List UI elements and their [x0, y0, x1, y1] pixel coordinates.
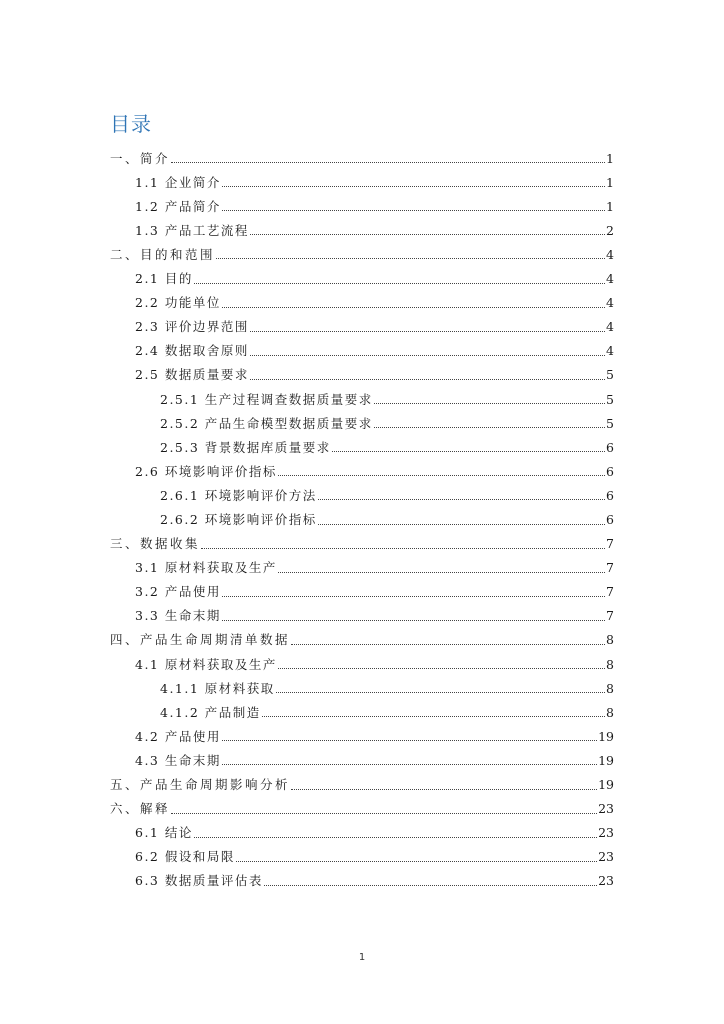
toc-dot-leader — [222, 764, 597, 765]
toc-entry[interactable] — [110, 650, 614, 674]
toc-entry-label[interactable]: 3.3 生命末期 — [135, 608, 221, 624]
toc-entry-label[interactable]: 三、数据收集 — [110, 536, 201, 552]
toc-dot-leader — [262, 716, 605, 717]
toc-entry-page[interactable]: 23 — [598, 873, 614, 889]
toc-entry-page[interactable]: 5 — [606, 415, 614, 431]
toc-dot-leader — [250, 355, 605, 356]
toc-entry-label[interactable]: 2.6.1 环境影响评价方法 — [160, 487, 317, 503]
toc-entry-page[interactable]: 6 — [606, 512, 614, 527]
toc-entry-page[interactable]: 8 — [606, 656, 614, 672]
toc-dot-leader — [236, 861, 597, 862]
toc-dot-leader — [250, 234, 605, 235]
toc-entry[interactable] — [110, 361, 614, 385]
toc-entry-page[interactable]: 8 — [606, 632, 614, 648]
toc-dot-leader — [291, 644, 605, 645]
toc-entry[interactable] — [110, 385, 614, 409]
table-of-contents — [110, 144, 614, 891]
toc-entry-page[interactable]: 8 — [606, 704, 614, 720]
toc-entry[interactable] — [110, 819, 614, 843]
toc-entry[interactable] — [110, 626, 614, 650]
toc-dot-leader — [374, 427, 605, 428]
toc-entry[interactable] — [110, 168, 614, 192]
toc-dot-leader — [222, 307, 605, 308]
toc-entry-label[interactable]: 2.6.2 环境影响评价指标 — [160, 512, 317, 527]
toc-entry-label[interactable]: 3.2 产品使用 — [135, 584, 221, 600]
toc-entry-page[interactable]: 1 — [606, 174, 614, 190]
toc-dot-leader — [171, 162, 605, 163]
toc-entry[interactable] — [110, 409, 614, 433]
toc-dot-leader — [250, 331, 605, 332]
toc-entry[interactable] — [110, 337, 614, 361]
toc-entry[interactable] — [110, 722, 614, 746]
toc-entry-page[interactable]: 6 — [606, 439, 614, 455]
toc-entry-page[interactable]: 5 — [606, 391, 614, 407]
toc-entry[interactable] — [110, 746, 614, 770]
toc-dot-leader — [222, 210, 605, 211]
toc-dot-leader — [201, 548, 605, 549]
toc-entry[interactable] — [110, 867, 614, 891]
toc-entry[interactable] — [110, 602, 614, 626]
toc-dot-leader — [278, 475, 605, 476]
toc-entry-label[interactable]: 6.3 数据质量评估表 — [135, 873, 263, 889]
toc-entry[interactable] — [110, 530, 614, 554]
toc-entry[interactable] — [110, 192, 614, 216]
toc-entry-label[interactable]: 四、产品生命周期清单数据 — [110, 632, 291, 648]
toc-title: 目录 — [110, 112, 152, 136]
toc-entry-label[interactable]: 4.1.1 原材料获取 — [160, 680, 275, 696]
toc-entry-page[interactable]: 19 — [598, 728, 614, 744]
toc-entry-label[interactable]: 二、目的和范围 — [110, 246, 216, 262]
toc-entry-label[interactable]: 1.2 产品简介 — [135, 198, 221, 214]
toc-entry[interactable] — [110, 289, 614, 313]
toc-entry-page[interactable]: 7 — [606, 560, 614, 576]
toc-dot-leader — [332, 451, 605, 452]
toc-entry-label[interactable]: 1.3 产品工艺流程 — [135, 222, 249, 238]
toc-dot-leader — [264, 885, 597, 886]
toc-dot-leader — [222, 740, 597, 741]
toc-entry-page[interactable]: 6 — [606, 487, 614, 503]
toc-entry-label[interactable]: 2.6 环境影响评价指标 — [135, 463, 277, 479]
toc-entry[interactable] — [110, 216, 614, 240]
toc-entry-page[interactable]: 4 — [606, 271, 614, 287]
toc-dot-leader — [194, 837, 597, 838]
toc-dot-leader — [318, 499, 605, 500]
toc-entry-page[interactable]: 4 — [606, 295, 614, 311]
toc-entry[interactable] — [110, 698, 614, 722]
toc-entry-page[interactable]: 19 — [598, 777, 614, 793]
toc-entry[interactable] — [110, 313, 614, 337]
toc-entry-label[interactable]: 4.1 原材料获取及生产 — [135, 656, 277, 672]
toc-dot-leader — [222, 620, 605, 621]
toc-entry-label[interactable]: 6.2 假设和局限 — [135, 849, 235, 865]
toc-dot-leader — [171, 813, 597, 814]
toc-entry-page[interactable]: 23 — [598, 825, 614, 841]
toc-entry-label[interactable]: 1.1 企业简介 — [135, 174, 221, 190]
toc-entry-label[interactable]: 2.5.1 生产过程调查数据质量要求 — [160, 391, 373, 407]
toc-entry-page[interactable]: 8 — [606, 680, 614, 696]
toc-dot-leader — [278, 572, 605, 573]
toc-entry-page[interactable]: 4 — [606, 343, 614, 359]
toc-entry-page[interactable]: 23 — [598, 849, 614, 865]
toc-entry-label[interactable]: 2.4 数据取舍原则 — [135, 343, 249, 359]
toc-entry-page[interactable]: 6 — [606, 463, 614, 479]
toc-dot-leader — [222, 596, 605, 597]
toc-entry-label[interactable]: 2.5.2 产品生命模型数据质量要求 — [160, 415, 373, 431]
toc-dot-leader — [216, 258, 605, 259]
toc-entry-label[interactable]: 2.1 目的 — [135, 271, 193, 287]
toc-entry[interactable] — [110, 505, 614, 529]
toc-entry-page[interactable]: 23 — [598, 801, 614, 817]
toc-entry-label[interactable]: 2.5 数据质量要求 — [135, 367, 249, 383]
toc-entry-label[interactable]: 6.1 结论 — [135, 825, 193, 841]
toc-entry-page[interactable]: 5 — [606, 367, 614, 383]
toc-entry[interactable] — [110, 578, 614, 602]
toc-entry[interactable] — [110, 264, 614, 288]
toc-entry-page[interactable]: 19 — [598, 752, 614, 768]
toc-entry[interactable] — [110, 457, 614, 481]
toc-entry[interactable] — [110, 554, 614, 578]
toc-dot-leader — [250, 379, 605, 380]
toc-dot-leader — [374, 403, 605, 404]
toc-dot-leader — [194, 283, 605, 284]
page-number: 1 — [358, 952, 366, 963]
toc-entry[interactable] — [110, 433, 614, 457]
toc-entry-label[interactable]: 4.2 产品使用 — [135, 728, 221, 744]
toc-dot-leader — [222, 186, 605, 187]
toc-entry[interactable] — [110, 240, 614, 264]
toc-entry-page[interactable]: 4 — [606, 246, 614, 262]
toc-entry-label[interactable]: 2.2 功能单位 — [135, 295, 221, 311]
toc-entry-label[interactable]: 3.1 原材料获取及生产 — [135, 560, 277, 576]
toc-entry-page[interactable]: 7 — [606, 608, 614, 624]
toc-dot-leader — [318, 524, 605, 525]
toc-entry-label[interactable]: 五、产品生命周期影响分析 — [110, 777, 291, 793]
toc-entry[interactable] — [110, 674, 614, 698]
toc-entry-page[interactable]: 7 — [606, 584, 614, 600]
toc-entry[interactable] — [110, 843, 614, 867]
toc-entry-page[interactable]: 2 — [606, 222, 614, 238]
toc-dot-leader — [276, 692, 605, 693]
toc-entry[interactable] — [110, 481, 614, 505]
toc-entry-label[interactable]: 4.1.2 产品制造 — [160, 704, 261, 720]
toc-entry-label[interactable]: 4.3 生命末期 — [135, 752, 221, 768]
toc-entry[interactable] — [110, 144, 614, 168]
toc-entry[interactable] — [110, 770, 614, 794]
toc-entry-page[interactable]: 4 — [606, 319, 614, 335]
toc-entry-page[interactable]: 7 — [606, 536, 614, 552]
toc-dot-leader — [291, 789, 597, 790]
toc-entry-label[interactable]: 2.5.3 背景数据库质量要求 — [160, 439, 331, 455]
toc-entry-label[interactable]: 2.3 评价边界范围 — [135, 319, 249, 335]
toc-entry-label[interactable]: 一、简介 — [110, 150, 171, 166]
toc-dot-leader — [278, 668, 605, 669]
toc-entry-page[interactable]: 1 — [606, 150, 614, 166]
toc-entry[interactable] — [110, 795, 614, 819]
toc-entry-page[interactable]: 1 — [606, 198, 614, 214]
toc-entry-label[interactable]: 六、解释 — [110, 801, 171, 817]
